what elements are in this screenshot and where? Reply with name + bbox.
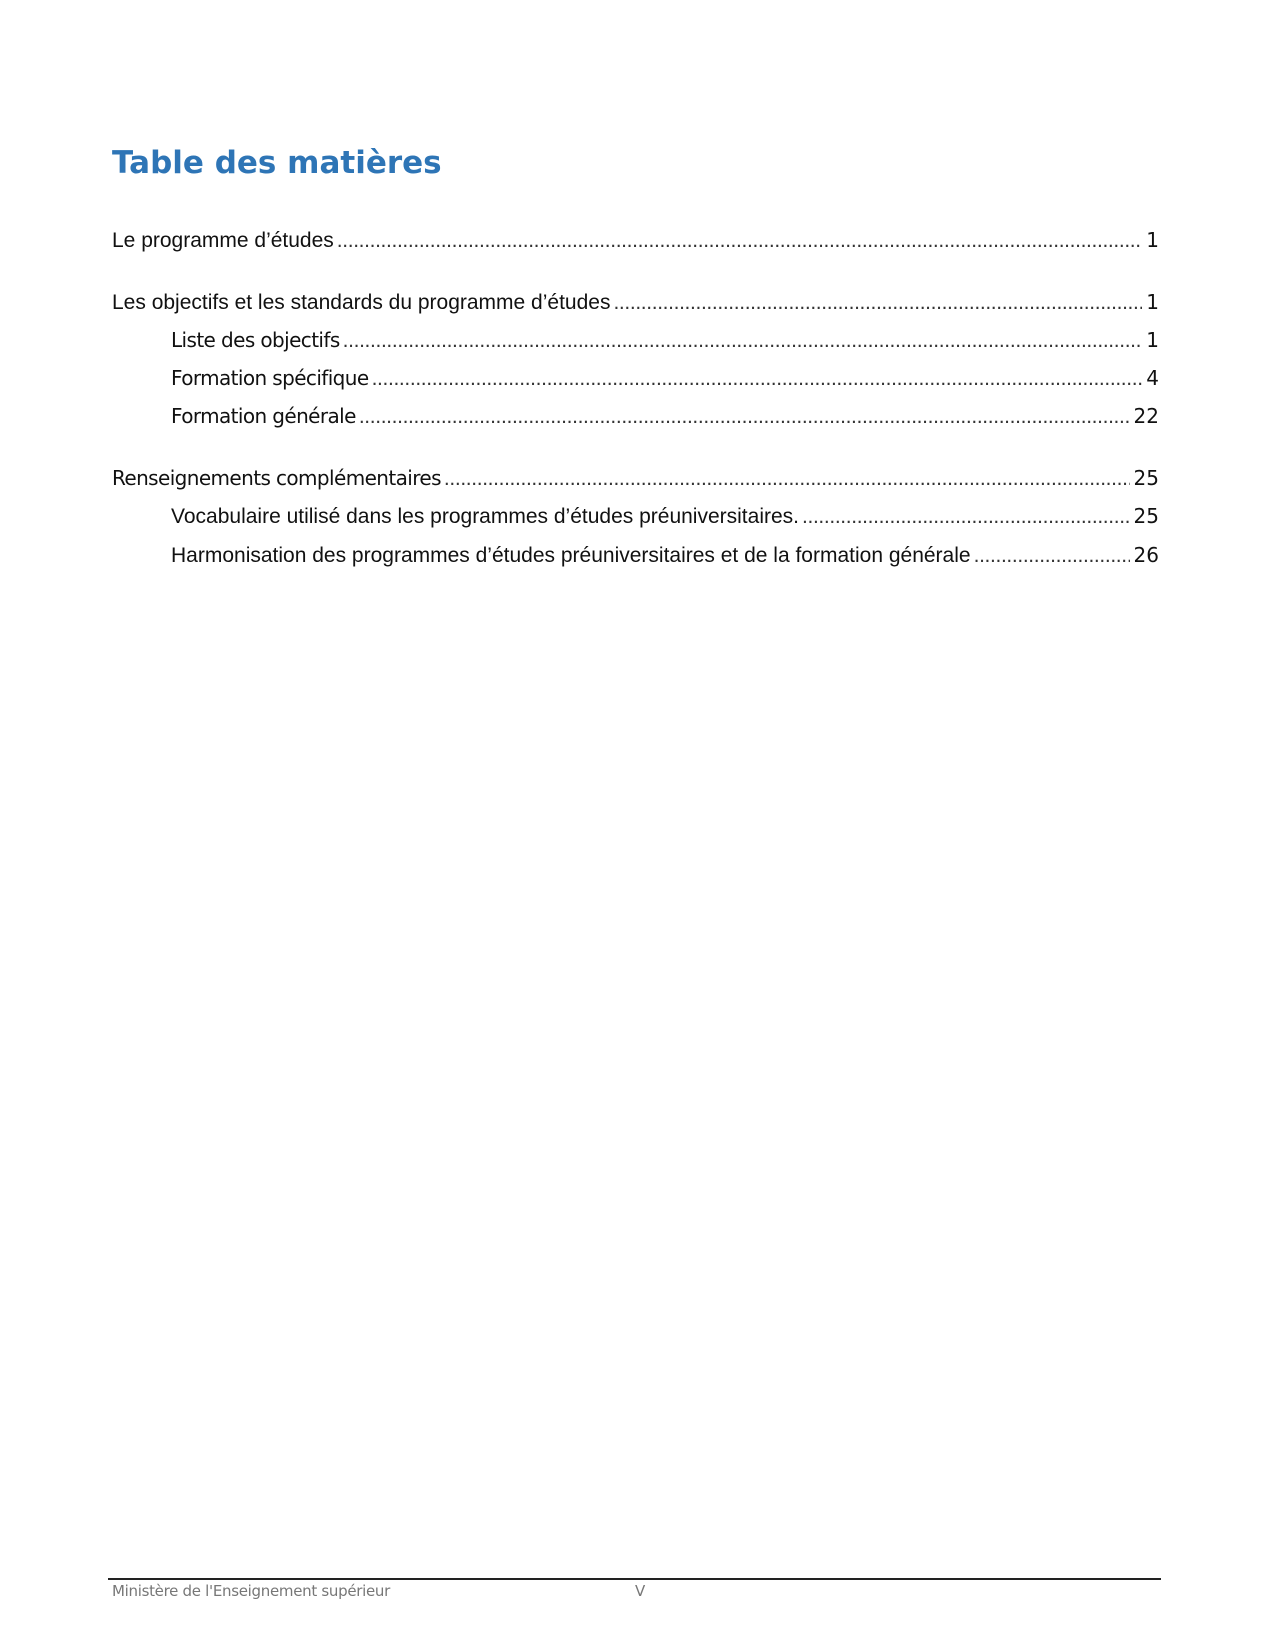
toc-entry-vocabulaire[interactable] [171,502,1159,531]
toc-entry-page: 1 [1146,228,1159,252]
toc-entry-label: Les objectifs et les standards du programme d’études [112,291,611,314]
toc-entry-page: 1 [1146,290,1159,314]
toc-entry-label: Renseignements complémentaires [112,466,441,490]
footer-divider [108,1578,1161,1580]
toc-entry-page: 25 [1133,504,1159,528]
toc-entry-label: Formation générale [171,404,356,428]
toc-dot-leader [372,365,1143,393]
toc-entry-page: 4 [1146,366,1159,390]
toc-entry-programme[interactable] [112,226,1159,255]
toc-dot-leader [343,327,1143,355]
toc-entry-renseignements[interactable] [112,464,1159,493]
toc-entry-label: Formation spécifique [171,366,369,390]
toc-dot-leader [337,227,1142,255]
toc-entry-label: Liste des objectifs [171,328,340,352]
toc-dot-leader [974,542,1130,570]
toc-dot-leader [444,465,1130,493]
footer-page-number: V [635,1582,646,1600]
toc-entry-label: Vocabulaire utilisé dans les programmes d’études préuniversitaires. [171,505,799,528]
toc-entry-objectifs-standards[interactable] [112,288,1159,317]
footer-publisher: Ministère de l'Enseignement supérieur [112,1582,391,1600]
toc-entry-page: 25 [1133,466,1159,490]
toc-entry-page: 22 [1133,404,1159,428]
toc-entry-harmonisation[interactable] [171,541,1159,570]
page-title: Table des matières [112,145,442,181]
toc-entry-page: 1 [1146,328,1159,352]
toc-entry-page: 26 [1133,543,1159,567]
toc-entry-label: Harmonisation des programmes d’études préuniversitaires et de la formation générale [171,544,971,567]
toc-entry-formation-generale[interactable] [171,402,1159,431]
toc-entry-formation-specifique[interactable] [171,364,1159,393]
toc-dot-leader [359,403,1130,431]
toc-dot-leader [613,289,1142,317]
toc-dot-leader [802,503,1130,531]
toc-entry-label: Le programme d’études [112,229,334,252]
toc-entry-liste-objectifs[interactable] [171,326,1159,355]
